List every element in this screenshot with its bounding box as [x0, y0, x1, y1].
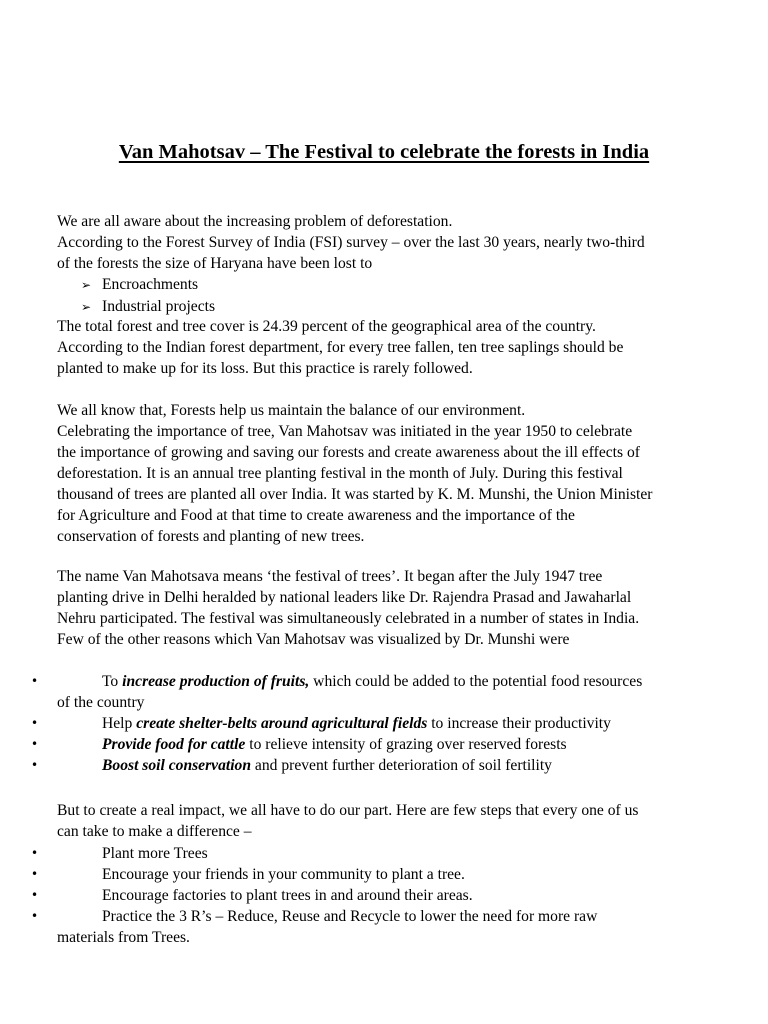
bullet-icon: •: [31, 716, 39, 730]
list-item: [0, 864, 768, 885]
list-item: [0, 671, 768, 713]
step-text: Encourage your friends in your community to plant a tree.: [102, 866, 465, 883]
bullet-icon: •: [31, 909, 39, 923]
reason-emphasis: increase production of fruits,: [122, 673, 310, 690]
bullet-icon: •: [31, 846, 39, 860]
text-line: conservation of forests and planting of new trees.: [57, 528, 365, 545]
reason-emphasis: Provide food for cattle: [102, 736, 246, 753]
text-line: deforestation. It is an annual tree planting festival in the month of July. During this festival: [57, 465, 623, 482]
list-item: [0, 885, 768, 906]
arrow-bullet-icon: ➢: [81, 300, 92, 314]
reason-emphasis: create shelter-belts around agricultural fields: [136, 715, 428, 732]
text-line: But to create a real impact, we all have to do our part. Here are few steps that every one of us: [57, 802, 639, 819]
list-item: [81, 274, 215, 296]
step-continuation: materials from Trees.: [57, 929, 190, 946]
reason-emphasis: Boost soil conservation: [102, 757, 252, 774]
name-meaning-paragraph: [57, 566, 737, 650]
call-to-action-paragraph: [57, 800, 737, 842]
text-line: The total forest and tree cover is 24.39 percent of the geographical area of the country.: [57, 318, 596, 335]
list-item: [0, 906, 768, 948]
reason-continuation: of the country: [57, 694, 145, 711]
step-text: Plant more Trees: [102, 845, 208, 862]
text-line: planted to make up for its loss. But this practice is rarely followed.: [57, 360, 473, 377]
text-line: According to the Indian forest department, for every tree fallen, ten tree saplings should be: [57, 339, 624, 356]
history-paragraph: [57, 400, 737, 547]
intro-paragraph: [57, 211, 737, 274]
document-title: Van Mahotsav – The Festival to celebrate the forests in India: [118, 141, 650, 163]
text-line: Nehru participated. The festival was simultaneously celebrated in a number of states in India.: [57, 610, 640, 627]
text-line: planting drive in Delhi heralded by national leaders like Dr. Rajendra Prasad and Jawaharlal: [57, 589, 632, 606]
text-line: According to the Forest Survey of India (FSI) survey – over the last 30 years, nearly two-third: [57, 234, 645, 251]
list-item: [0, 843, 768, 864]
text-line: of the forests the size of Haryana have been lost to: [57, 255, 373, 272]
list-item-text: Encroachments: [102, 276, 199, 293]
reason-text: to increase their productivity: [427, 715, 611, 732]
bullet-icon: •: [31, 737, 39, 751]
list-item: [0, 734, 768, 755]
reason-text: and prevent further deterioration of soil fertility: [251, 757, 552, 774]
steps-list: [0, 843, 768, 948]
bullet-icon: •: [31, 674, 39, 688]
reasons-list: [0, 671, 768, 776]
text-line: can take to make a difference –: [57, 823, 252, 840]
text-line: Celebrating the importance of tree, Van Mahotsav was initiated in the year 1950 to celebrate: [57, 423, 633, 440]
arrow-bullet-icon: ➢: [81, 278, 92, 292]
step-text: Practice the 3 R’s – Reduce, Reuse and Recycle to lower the need for more raw: [102, 908, 598, 925]
reason-prefix: Help: [102, 715, 137, 732]
text-line: for Agriculture and Food at that time to create awareness and the importance of the: [57, 507, 575, 524]
list-item: [0, 713, 768, 734]
list-item-text: Industrial projects: [102, 298, 216, 315]
reason-prefix: To: [102, 673, 123, 690]
list-item: [0, 755, 768, 776]
text-line: We are all aware about the increasing problem of deforestation.: [57, 213, 453, 230]
text-line: the importance of growing and saving our forests and create awareness about the ill effects of: [57, 444, 640, 461]
text-line: Few of the other reasons which Van Mahotsav was visualized by Dr. Munshi were: [57, 631, 570, 648]
reason-text: which could be added to the potential food resources: [309, 673, 643, 690]
bullet-icon: •: [31, 758, 39, 772]
forest-cover-paragraph: [57, 316, 737, 379]
bullet-icon: •: [31, 888, 39, 902]
bullet-icon: •: [31, 867, 39, 881]
reason-text: to relieve intensity of grazing over reserved forests: [245, 736, 567, 753]
text-line: thousand of trees are planted all over India. It was started by K. M. Munshi, the Union Minister: [57, 486, 653, 503]
text-line: The name Van Mahotsava means ‘the festival of trees’. It began after the July 1947 tree: [57, 568, 603, 585]
causes-list: [81, 274, 215, 318]
list-item: [81, 296, 215, 318]
text-line: We all know that, Forests help us maintain the balance of our environment.: [57, 402, 526, 419]
step-text: Encourage factories to plant trees in and around their areas.: [102, 887, 473, 904]
